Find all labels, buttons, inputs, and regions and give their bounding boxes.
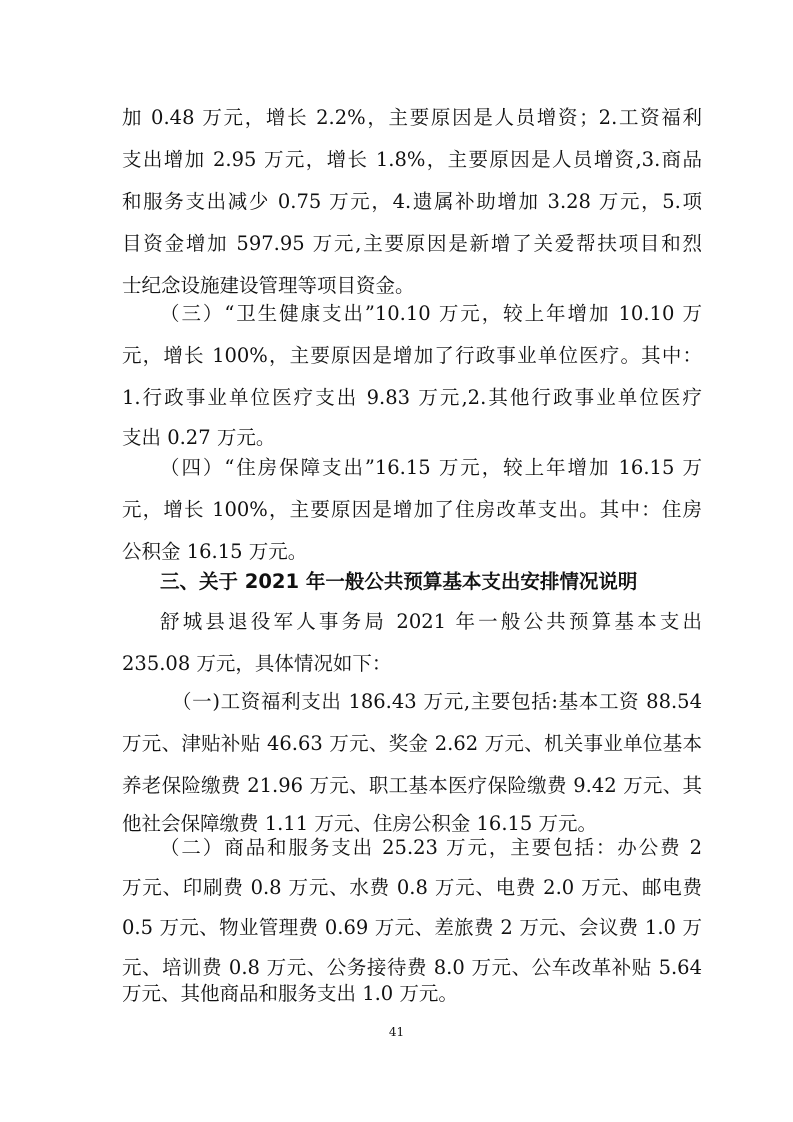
paragraph-line: 235.08 万元，具体情况如下： [122,652,392,675]
paragraph-line: 他社会保障缴费 1.11 万元、住房公积金 16.15 万元。 [122,812,598,835]
paragraph-line: 公积金 16.15 万元。 [122,540,308,563]
paragraph-line: （一)工资福利支出 186.43 万元,主要包括:基本工资 88.54 [172,690,702,713]
paragraph-line: （三）“卫生健康支出”10.10 万元，较上年增加 10.10 万 [160,302,702,325]
paragraph-line: 万元、印刷费 0.8 万元、水费 0.8 万元、电费 2.0 万元、邮电费 [122,876,702,899]
paragraph-line: 士纪念设施建设管理等项目资金。 [122,274,415,297]
paragraph-line: 舒城县退役军人事务局 2021 年一般公共预算基本支出 [160,610,702,633]
paragraph-line: 支出增加 2.95 万元，增长 1.8%，主要原因是人员增资,3.商品 [122,148,702,171]
paragraph-line: 支出 0.27 万元。 [122,426,276,449]
paragraph-line: 加 0.48 万元，增长 2.2%，主要原因是人员增资；2.工资福利 [122,106,702,129]
paragraph-line: 元，增长 100%，主要原因是增加了住房改革支出。其中：住房 [122,498,702,521]
paragraph-line: 目资金增加 597.95 万元,主要原因是新增了关爱帮扶项目和烈 [122,232,702,255]
paragraph-line: 养老保险缴费 21.96 万元、职工基本医疗保险缴费 9.42 万元、其 [122,774,702,797]
paragraph-line: 元、培训费 0.8 万元、公务接待费 8.0 万元、公车改革补贴 5.64 [122,956,702,979]
paragraph-line: 万元、其他商品和服务支出 1.0 万元。 [122,982,458,1005]
paragraph-line: （二）商品和服务支出 25.23 万元，主要包括：办公费 2 [160,836,702,859]
section-heading: 三、关于 2021 年一般公共预算基本支出安排情况说明 [160,570,638,593]
paragraph-line: 元，增长 100%，主要原因是增加了行政事业单位医疗。其中： [122,344,702,367]
paragraph-line: （四）“住房保障支出”16.15 万元，较上年增加 16.15 万 [160,456,702,479]
paragraph-line: 和服务支出减少 0.75 万元，4.遗属补助增加 3.28 万元，5.项 [122,190,702,213]
page-number: 41 [388,1025,405,1039]
paragraph-line: 0.5 万元、物业管理费 0.69 万元、差旅费 2 万元、会议费 1.0 万 [122,916,702,939]
paragraph-line: 万元、津贴补贴 46.63 万元、奖金 2.62 万元、机关事业单位基本 [122,732,702,755]
paragraph-line: 1.行政事业单位医疗支出 9.83 万元,2.其他行政事业单位医疗 [122,386,702,409]
